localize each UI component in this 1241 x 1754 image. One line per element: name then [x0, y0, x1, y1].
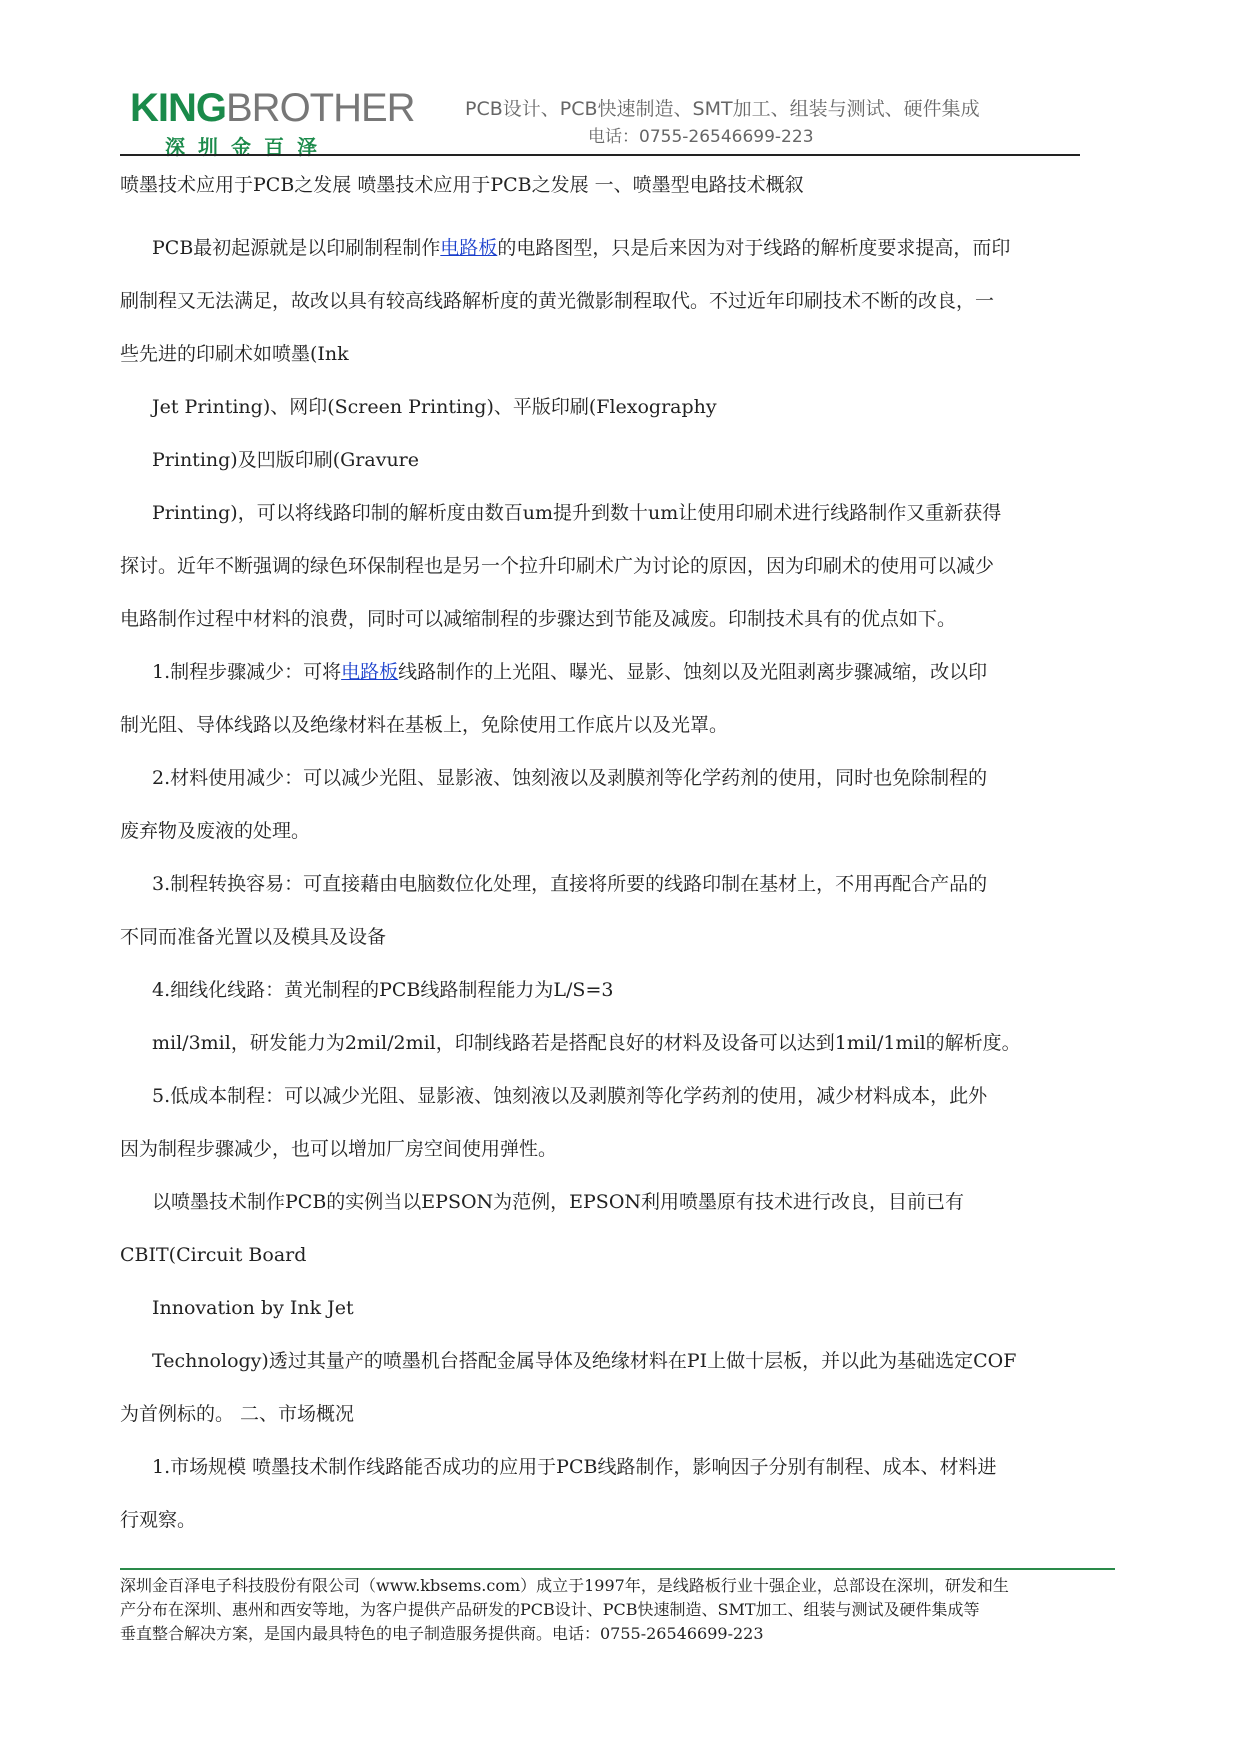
paragraph-line — [120, 646, 1140, 699]
footer-line: 深圳金百泽电子科技股份有限公司（www.kbsems.com）成立于1997年，是线路板行业十强企业，总部设在深圳，研发和生 — [120, 1576, 1009, 1595]
logo-brother-text: BROTHER — [226, 86, 415, 130]
paragraph-line: 制光阻、导体线路以及绝缘材料在基板上，免除使用工作底片以及光罩。 — [120, 714, 729, 736]
paragraph-line: 5.低成本制程：可以减少光阻、显影液、蚀刻液以及剥膜剂等化学药剂的使用，减少材料成本，此外 — [152, 1085, 988, 1107]
header-services: PCB设计、PCB快速制造、SMT加工、组装与测试、硬件集成 — [465, 98, 980, 120]
footer-divider — [120, 1568, 1115, 1570]
paragraph-line: 些先进的印刷术如喷墨(Ink — [120, 343, 349, 365]
paragraph-line: 1.市场规模 喷墨技术制作线路能否成功的应用于PCB线路制作，影响因子分别有制程、成本、材料进 — [152, 1456, 997, 1478]
footer-company-info — [120, 1574, 1120, 1646]
circuit-board-link[interactable]: 电路板 — [341, 661, 399, 683]
paragraph-line: mil/3mil，研发能力为2mil/2mil，印制线路若是搭配良好的材料及设备可以达到1mil/1mil的解析度。 — [152, 1032, 1021, 1054]
text-span: PCB最初起源就是以印刷制程制作 — [152, 237, 441, 259]
footer-line: 垂直整合解决方案，是国内最具特色的电子制造服务提供商。电话：0755-26546699-223 — [120, 1624, 764, 1643]
logo-king-text: KING — [130, 86, 226, 130]
paragraph-line: Technology)透过其量产的喷墨机台搭配金属导体及绝缘材料在PI上做十层板，并以此为基础选定COF — [152, 1350, 1017, 1372]
logo-chinese-name: 深圳金百泽 — [165, 135, 330, 159]
paragraph-line — [120, 222, 1140, 275]
paragraph-line: 2.材料使用减少：可以减少光阻、显影液、蚀刻液以及剥膜剂等化学药剂的使用，同时也免除制程的 — [152, 767, 988, 789]
document-title: 喷墨技术应用于PCB之发展 喷墨技术应用于PCB之发展 一、喷墨型电路技术概叙 — [120, 174, 804, 196]
circuit-board-link[interactable]: 电路板 — [440, 237, 498, 259]
paragraph-line: CBIT(Circuit Board — [120, 1244, 307, 1266]
paragraph-line: 3.制程转换容易：可直接藉由电脑数位化处理，直接将所要的线路印制在基材上，不用再配合产品的 — [152, 873, 988, 895]
paragraph-line: 探讨。近年不断强调的绿色环保制程也是另一个拉升印刷术广为讨论的原因，因为印刷术的使用可以减少 — [120, 555, 995, 577]
paragraph-line: 因为制程步骤减少，也可以增加厂房空间使用弹性。 — [120, 1138, 558, 1160]
paragraph-line: Innovation by Ink Jet — [152, 1297, 354, 1319]
paragraph-line: 电路制作过程中材料的浪费，同时可以减缩制程的步骤达到节能及减废。印制技术具有的优点如下。 — [120, 608, 957, 630]
text-span: 1.制程步骤减少：可将 — [152, 661, 342, 683]
paragraph-line: 行观察。 — [120, 1509, 197, 1531]
document-body — [120, 222, 1140, 1547]
paragraph-line: Jet Printing)、网印(Screen Printing)、平版印刷(Flexography — [152, 396, 717, 418]
paragraph-line: 为首例标的。 二、市场概况 — [120, 1403, 355, 1425]
paragraph-line: Printing)，可以将线路印制的解析度由数百um提升到数十um让使用印刷术进行线路制作又重新获得 — [152, 502, 1002, 524]
paragraph-line: 废弃物及废液的处理。 — [120, 820, 311, 842]
paragraph-line: Printing)及凹版印刷(Gravure — [152, 449, 420, 471]
header-divider — [120, 154, 1080, 156]
paragraph-line: 以喷墨技术制作PCB的实例当以EPSON为范例，EPSON利用喷墨原有技术进行改良，目前已有 — [152, 1191, 965, 1213]
logo-wordmark — [130, 86, 415, 130]
paragraph-line: 4.细线化线路：黄光制程的PCB线路制程能力为L/S=3 — [152, 979, 614, 1001]
paragraph-line: 刷制程又无法满足，故改以具有较高线路解析度的黄光微影制程取代。不过近年印刷技术不断的改良，一 — [120, 290, 995, 312]
text-span: 线路制作的上光阻、曝光、显影、蚀刻以及光阻剥离步骤减缩，改以印 — [398, 661, 988, 683]
paragraph-line: 不同而准备光置以及模具及设备 — [120, 926, 387, 948]
header-phone: 电话：0755-26546699-223 — [588, 127, 814, 147]
text-span: 的电路图型，只是后来因为对于线路的解析度要求提高，而印 — [497, 237, 1011, 259]
footer-line: 产分布在深圳、惠州和西安等地，为客户提供产品研发的PCB设计、PCB快速制造、SMT加工、组装与测试及硬件集成等 — [120, 1600, 980, 1619]
